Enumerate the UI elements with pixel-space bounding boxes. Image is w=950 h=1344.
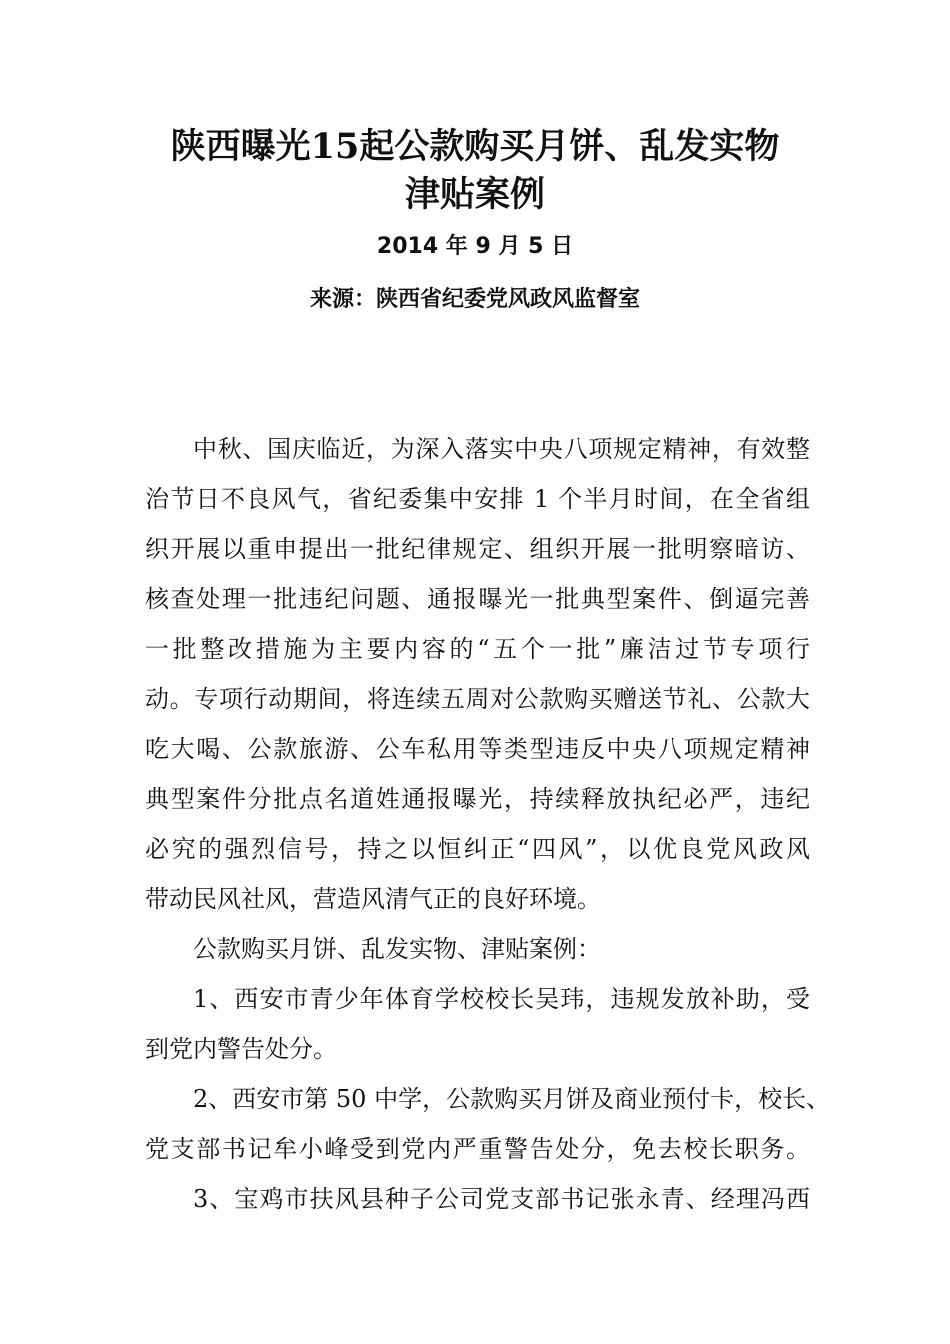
body-line-14: 2、西安市第 50 中学，公款购买月饼及商业预付卡，校长、 xyxy=(193,1085,831,1113)
body-line-2: 治节日不良风气，省纪委集中安排 1 个半月时间，在全省组 xyxy=(145,485,810,513)
body-line-6: 动。专项行动期间，将连续五周对公款购买赠送节礼、公款大 xyxy=(145,685,810,713)
document-title-line-1: 陕西曝光15起公款购买月饼、乱发实物 xyxy=(170,126,780,167)
body-line-12: 1、西安市青少年体育学校校长吴玮，违规发放补助，受 xyxy=(193,985,810,1013)
body-line-5: 一批整改措施为主要内容的“五个一批”廉洁过节专项行 xyxy=(145,635,810,663)
body-line-1: 中秋、国庆临近，为深入落实中央八项规定精神，有效整 xyxy=(193,435,810,463)
body-line-4: 核查处理一批违纪问题、通报曝光一批典型案件、倒逼完善 xyxy=(145,585,810,613)
body-line-15: 党支部书记牟小峰受到党内严重警告处分，免去校长职务。 xyxy=(145,1135,810,1163)
body-line-3: 织开展以重申提出一批纪律规定、组织开展一批明察暗访、 xyxy=(145,535,810,563)
body-line-13: 到党内警告处分。 xyxy=(145,1035,337,1063)
body-line-9: 必究的强烈信号，持之以恒纠正“四风”，以优良党风政风 xyxy=(145,835,810,863)
body-line-10: 带动民风社风，营造风清气正的良好环境。 xyxy=(145,885,601,913)
document-title-line-2: 津贴案例 xyxy=(404,174,545,215)
body-line-7: 吃大喝、公款旅游、公车私用等类型违反中央八项规定精神 xyxy=(145,735,810,763)
document-date: 2014 年 9 月 5 日 xyxy=(376,234,574,259)
body-line-16: 3、宝鸡市扶风县种子公司党支部书记张永青、经理冯西 xyxy=(193,1185,810,1213)
body-line-8: 典型案件分批点名道姓通报曝光，持续释放执纪必严，违纪 xyxy=(145,785,810,813)
body-line-11: 公款购买月饼、乱发实物、津贴案例： xyxy=(193,935,601,963)
document-source: 来源：陕西省纪委党风政风监督室 xyxy=(309,287,640,312)
